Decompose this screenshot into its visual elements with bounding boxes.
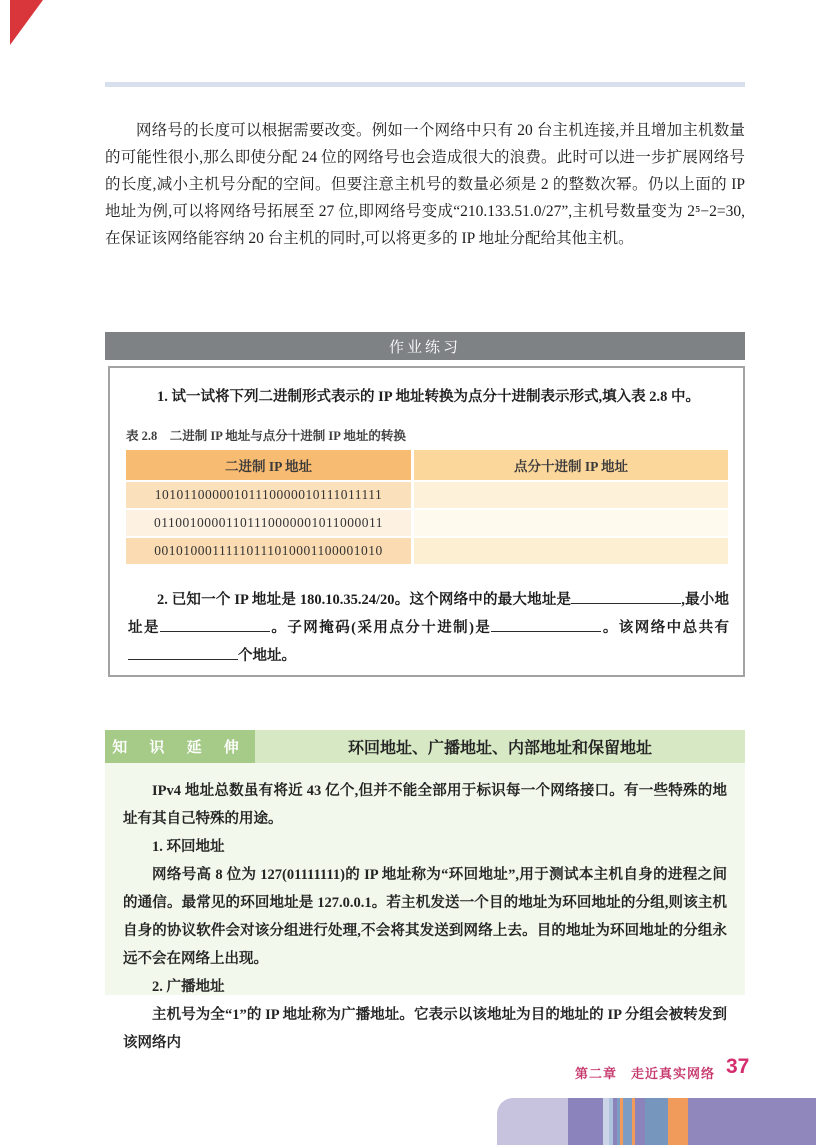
decorative-stripe xyxy=(623,1098,632,1145)
homework-question-1: 1. 试一试将下列二进制形式表示的 IP 地址转换为点分十进制表示形式,填入表 2.8 中。 xyxy=(157,389,700,405)
decorative-stripe xyxy=(635,1098,645,1145)
footer-chapter-title: 第二章 走近真实网络 xyxy=(575,1066,716,1081)
question-2-text: 个地址。 xyxy=(238,648,296,664)
table-row-binary-value: 10101100000101110000010111011111 xyxy=(126,482,411,508)
table-row-binary-value: 00101000111110111010001100001010 xyxy=(126,538,411,564)
table-row-decimal-blank xyxy=(414,538,728,564)
table-header-binary-ip: 二进制 IP 地址 xyxy=(126,450,411,480)
table-row-decimal-blank xyxy=(414,510,728,536)
decorative-stripe xyxy=(497,1098,568,1145)
decorative-stripe xyxy=(568,1098,603,1145)
homework-section-bar xyxy=(105,332,745,360)
fill-in-blank-max-address xyxy=(571,590,681,604)
homework-box xyxy=(108,366,745,677)
question-2-text: 。该网络中总共有 xyxy=(601,620,730,636)
loopback-address-heading: 1. 环回地址 xyxy=(152,839,225,855)
table-2-8 xyxy=(126,450,728,564)
fill-in-blank-subnet-mask xyxy=(491,618,601,632)
knowledge-extension-body xyxy=(105,763,745,1051)
knowledge-extension-header xyxy=(105,730,745,763)
knowledge-extension-label: 知 识 延 伸 xyxy=(105,730,255,763)
knowledge-extension-title: 环回地址、广播地址、内部地址和保留地址 xyxy=(255,730,745,763)
table-row-decimal-blank xyxy=(414,482,728,508)
broadcast-address-heading: 2. 广播地址 xyxy=(152,979,225,995)
table-2-8-caption: 表 2.8 二进制 IP 地址与点分十进制 IP 地址的转换 xyxy=(126,429,406,443)
question-2-text: ,最小地址是 xyxy=(128,592,730,636)
intro-paragraph: 网络号的长度可以根据需要改变。例如一个网络中只有 20 台主机连接,并且增加主机数量的可能性很小,那么即使分配 24 位的网络号也会造成很大的浪费。此时可以进一步扩展网络号的长度,减小主机号分配的空间。但要注意主机号的数量必须是 2 的整数次幂。仍以上面的 IP 地址为例,可以将网络号拓展至 27 位,即网络号变成“210.133.51.0/27”,主机号数量变为 2⁵−2=30,在保证该网络能容纳 20 台主机的同时,可以将更多的 IP 地址分配给其他主机。 xyxy=(105,122,745,247)
fill-in-blank-address-count xyxy=(128,646,238,660)
broadcast-address-paragraph: 主机号为全“1”的 IP 地址称为广播地址。它表示以该地址为目的地址的 IP 分组会被转发到该网络内 xyxy=(123,1007,727,1051)
question-2-text: 2. 已知一个 IP 地址是 180.10.35.24/20。这个网络中的最大地址是 xyxy=(157,592,572,608)
loopback-address-paragraph: 网络号高 8 位为 127(01111111)的 IP 地址称为“环回地址”,用于测试本主机自身的进程之间的通信。最常见的环回地址是 127.0.0.1。若主机发送一个目的地址为环回地址的分组,则该主机自身的协议软件会对该分组进行处理,不会将其发送到网络上去。目的地址为环回地址的分组永远不会在网络上出现。 xyxy=(123,867,727,967)
decorative-stripe xyxy=(645,1098,668,1145)
footer-page-number: 37 xyxy=(726,1055,750,1078)
decorative-stripe xyxy=(688,1098,816,1145)
top-divider-rule xyxy=(105,82,745,87)
table-header-dotted-decimal-ip: 点分十进制 IP 地址 xyxy=(414,450,728,480)
homework-question-2 xyxy=(128,586,729,670)
table-row-binary-value: 01100100001101110000001011000011 xyxy=(126,510,411,536)
corner-ribbon-decoration xyxy=(10,0,43,45)
decorative-stripe xyxy=(668,1098,688,1145)
question-2-text: 。子网掩码(采用点分十进制)是 xyxy=(269,620,492,636)
homework-section-title: 作业练习 xyxy=(388,338,461,356)
bottom-decorative-stripes xyxy=(497,1098,816,1145)
knowledge-intro-paragraph: IPv4 地址总数虽有将近 43 亿个,但并不能全部用于标识每一个网络接口。有一些特殊的地址有其自己特殊的用途。 xyxy=(123,783,727,827)
fill-in-blank-min-address xyxy=(160,618,270,632)
